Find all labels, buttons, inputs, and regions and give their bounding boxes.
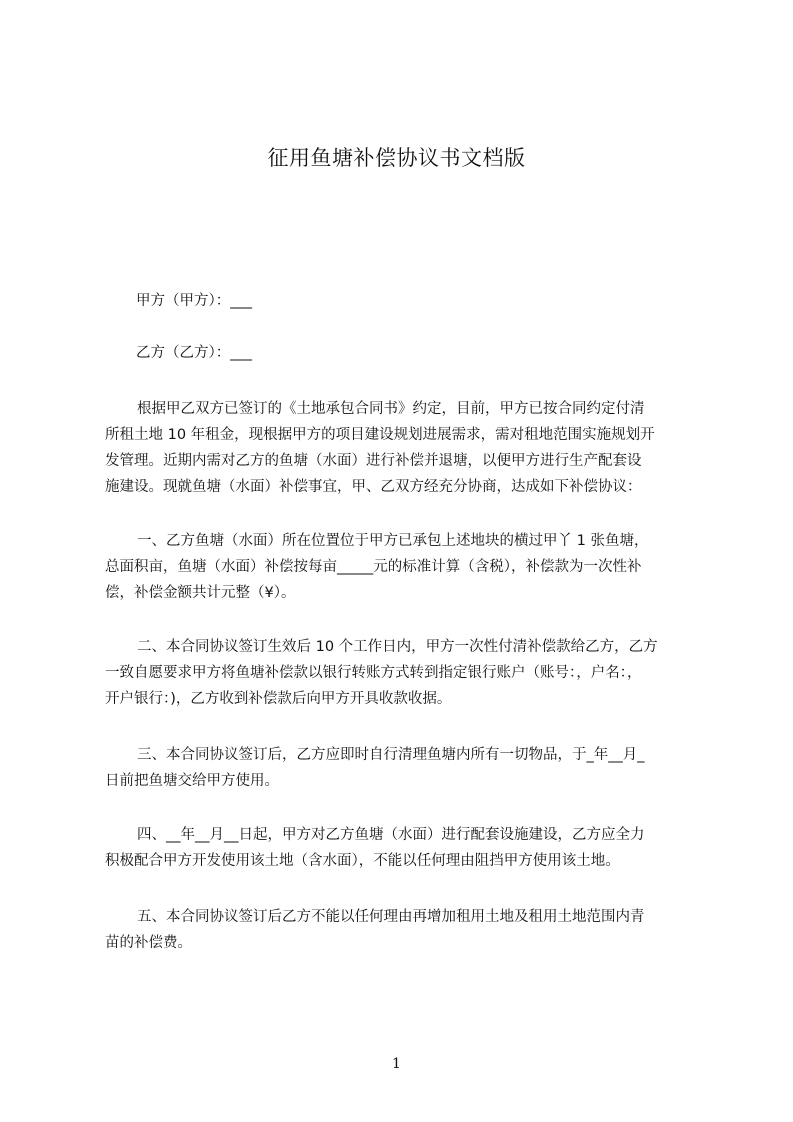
paragraph-clause-4 (105, 822, 705, 874)
paragraph-line: 偿，补偿金额共计元整（¥）。 (105, 585, 296, 601)
paragraph-intro (105, 396, 705, 500)
paragraph-line: 五、本合同协议签订后乙方不能以任何理由再增加租用土地及租用土地范围内青 (137, 909, 645, 925)
paragraph-line: 四、__年__月__日起，甲方对乙方鱼塘（水面）进行配套设施建设，乙方应全力 (137, 827, 645, 843)
paragraph-line: 一致自愿要求甲方将鱼塘补偿款以银行转账方式转到指定银行账户（账号：，户名：， (105, 665, 642, 681)
paragraph-line: 发管理。近期内需对乙方的鱼塘（水面）进行补偿并退塘，以便甲方进行生产配套设 (105, 453, 642, 469)
party-b-line: 乙方（乙方）：___ (136, 345, 252, 361)
paragraph-clause-5 (105, 904, 705, 956)
paragraph-clause-1 (105, 528, 705, 606)
paragraph-line: 三、本合同协议签订后，乙方应即时自行清理鱼塘内所有一切物品，于_年__月_ (137, 747, 645, 763)
paragraph-line: 积极配合甲方开发使用该土地（含水面），不能以任何理由阻挡甲方使用该土地。 (105, 853, 620, 869)
paragraph-line: 根据甲乙双方已签订的《土地承包合同书》约定，目前，甲方已按合同约定付清 (137, 401, 645, 417)
paragraph-clause-3 (105, 742, 705, 794)
party-a-line: 甲方（甲方）：___ (136, 293, 252, 309)
paragraph-line: 总面积亩，鱼塘（水面）补偿按每亩_____元的标准计算（含税），补偿款为一次性补 (105, 559, 642, 575)
paragraph-line: 二、本合同协议签订生效后 10 个工作日内，甲方一次性付清补偿款给乙方，乙方 (137, 639, 658, 655)
page-number: 1 (392, 1056, 401, 1072)
document-title: 征用鱼塘补偿协议书文档版 (267, 146, 526, 170)
paragraph-line: 一、乙方鱼塘（水面）所在位置位于甲方已承包上述地块的横过甲丫 1 张鱼塘， (137, 533, 649, 549)
paragraph-clause-2 (105, 634, 705, 712)
paragraph-line: 所租土地 10 年租金，现根据甲方的项目建设规划进展需求，需对租地范围实施规划开 (105, 427, 655, 443)
paragraph-line: 施建设。现就鱼塘（水面）补偿事宜，甲、乙双方经充分协商，达成如下补偿协议： (105, 479, 642, 495)
paragraph-line: 日前把鱼塘交给甲方使用。 (105, 773, 279, 789)
paragraph-line: 苗的补偿费。 (105, 935, 192, 951)
paragraph-line: 开户银行：)，乙方收到补偿款后向甲方开具收款收据。 (105, 691, 452, 707)
